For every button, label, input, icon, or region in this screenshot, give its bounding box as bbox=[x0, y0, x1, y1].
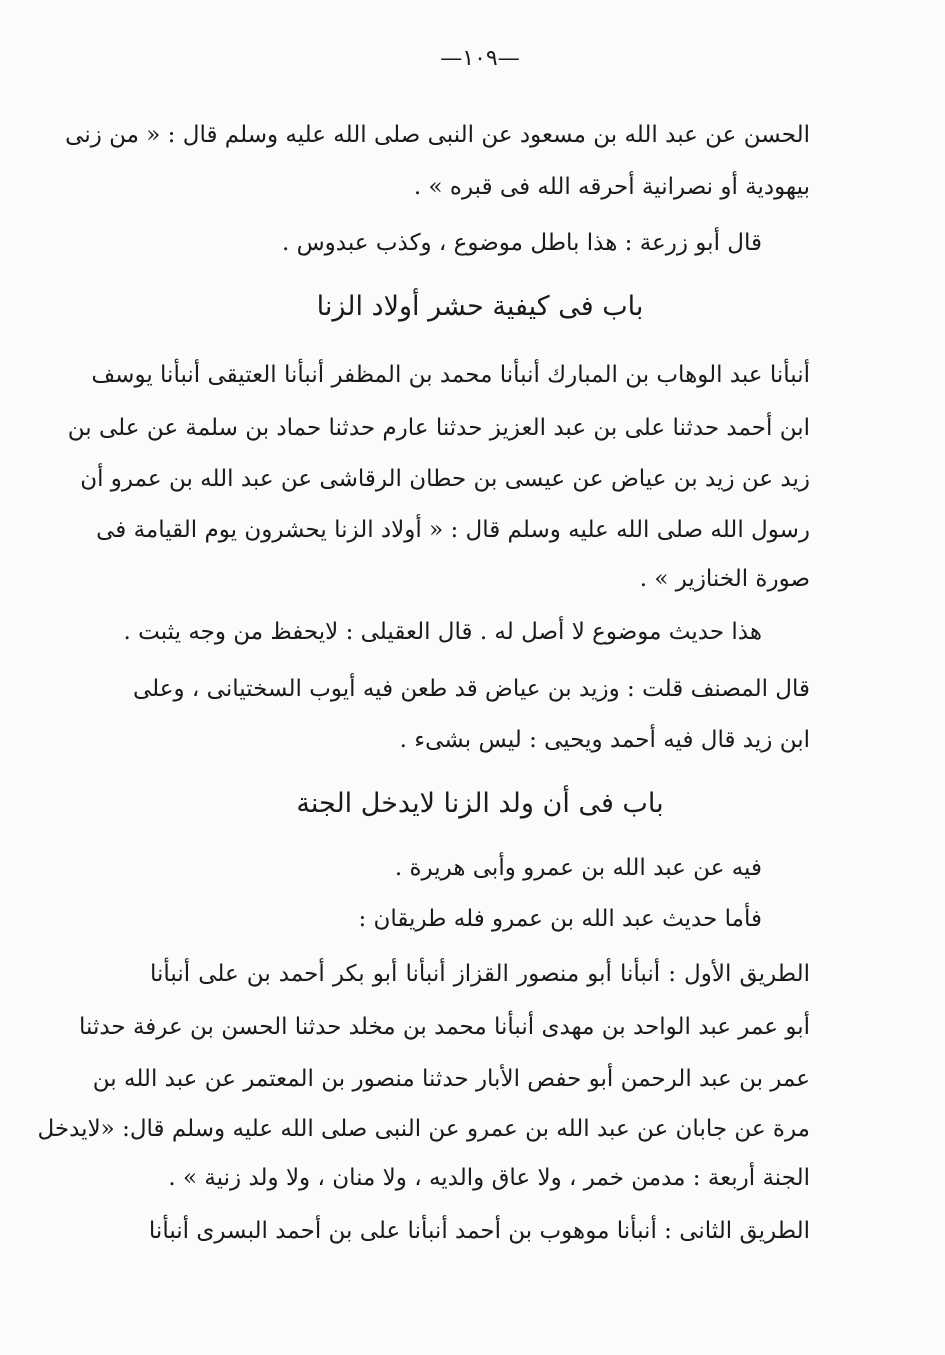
text-line: فأما حديث عبد الله بن عمرو فله طريقان : bbox=[358, 906, 762, 932]
text-line: الطريق الأول : أنبأنا أبو منصور القزاز أنبأنا أبو بكر أحمد بن على أنبأنا bbox=[150, 961, 810, 987]
text-line: ابن زيد قال فيه أحمد ويحيى : ليس بشىء . bbox=[399, 727, 810, 753]
page-number: —١٠٩— bbox=[440, 46, 520, 71]
section-heading: باب فى كيفية حشر أولاد الزنا bbox=[316, 291, 644, 322]
text-line: ابن أحمد حدثنا على بن عبد العزيز حدثنا عارم حدثنا حماد بن سلمة عن على بن bbox=[67, 415, 810, 441]
text-line: زيد عن زيد بن عياض عن عيسى بن حطان الرقاشى عن عبد الله بن عمرو أن bbox=[80, 466, 810, 492]
text-line: رسول الله صلى الله عليه وسلم قال : « أولاد الزنا يحشرون يوم القيامة فى bbox=[96, 517, 810, 543]
text-line: الحسن عن عبد الله بن مسعود عن النبى صلى الله عليه وسلم قال : « من زنى bbox=[65, 122, 810, 148]
text-line: عمر بن عبد الرحمن أبو حفص الأبار حدثنا منصور بن المعتمر عن عبد الله بن bbox=[92, 1066, 810, 1092]
text-line: فيه عن عبد الله بن عمرو وأبى هريرة . bbox=[394, 855, 762, 881]
text-line: بيهودية أو نصرانية أحرقه الله فى قبره » . bbox=[413, 174, 810, 200]
document-page bbox=[37, 0, 810, 1355]
section-heading: باب فى أن ولد الزنا لايدخل الجنة bbox=[296, 788, 664, 819]
text-line: أنبأنا عبد الوهاب بن المبارك أنبأنا محمد بن المظفر أنبأنا العتيقى أنبأنا يوسف bbox=[91, 362, 810, 388]
text-line: الطريق الثانى : أنبأنا موهوب بن أحمد أنبأنا على بن أحمد البسرى أنبأنا bbox=[148, 1218, 810, 1244]
text-line: صورة الخنازير » . bbox=[639, 566, 810, 592]
text-line: مرة عن جابان عن عبد الله بن عمرو عن النبى صلى الله عليه وسلم قال: «لايدخل bbox=[37, 1116, 810, 1142]
text-line: هذا حديث موضوع لا أصل له . قال العقيلى : لايحفظ من وجه يثبت . bbox=[123, 619, 762, 645]
text-line: قال أبو زرعة : هذا باطل موضوع ، وكذب عبدوس . bbox=[281, 230, 762, 256]
text-line: قال المصنف قلت : وزيد بن عياض قد طعن فيه أيوب السختيانى ، وعلى bbox=[133, 676, 810, 702]
text-line: الجنة أربعة : مدمن خمر ، ولا عاق والديه ، ولا منان ، ولا ولد زنية » . bbox=[168, 1165, 810, 1191]
text-line: أبو عمر عبد الواحد بن مهدى أنبأنا محمد بن مخلد حدثنا الحسن بن عرفة حدثنا bbox=[79, 1014, 810, 1040]
